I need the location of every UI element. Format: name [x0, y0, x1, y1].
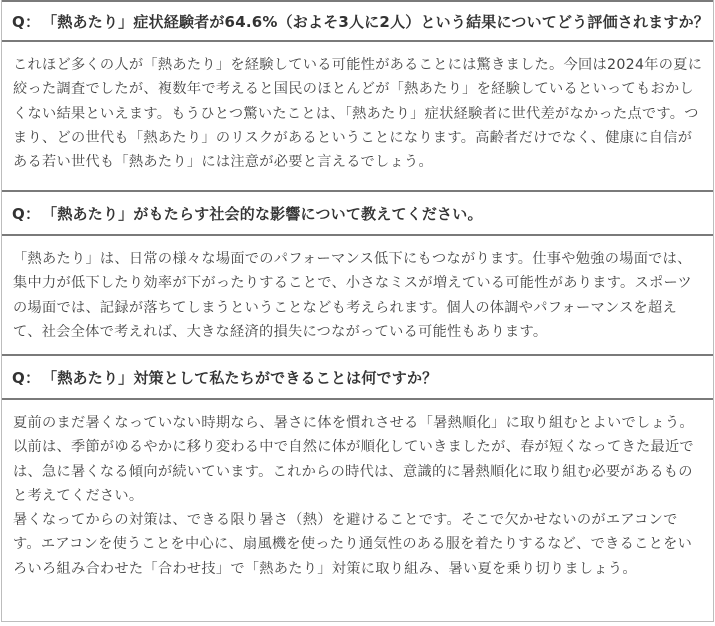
answer-block [2, 42, 713, 190]
question-prefix: Q： [12, 12, 41, 31]
answer-paragraph: これほど多くの人が「熱あたり」を経験している可能性があることには驚きました。今回は2024年の夏に絞った調査でしたが、複数年で考えると国民のほとんどが「熱あたり」を経験しているといってもおかしくない結果といえます。もうひとつ驚いたことは、「熱あたり」症状経験者に世代差がなかった点です。つまり、どの世代も「熱あたり」のリスクがあるということになります。高齢者だけでなく、健康に自信がある若い世代も「熱あたり」には注意が必要と言えるでしょう。 [13, 57, 703, 171]
question-text: 「熱あたり」対策として私たちができることは何ですか？ [42, 368, 438, 387]
answer-paragraph: 「熱あたり」は、日常の様々な場面でのパフォーマンス低下にもつながります。仕事や勉強の場面では、集中力が低下したり効率が下がったりすることで、小さなミスが増えている可能性があります。スポーツの場面では、記録が落ちてしまうということなども考えられます。個人の体調やパフォーマンスを超えて、社会全体で考えれば、大きな経済的損失につながっている可能性もあります。 [13, 251, 692, 340]
question-text: 「熱あたり」がもたらす社会的な影響について教えてください。 [42, 204, 483, 223]
answer-block [2, 400, 713, 622]
question-heading [2, 354, 713, 400]
answer-paragraph: 暑くなってからの対策は、できる限り暑さ（熱）を避けることです。そこで欠かせないのがエアコンです。エアコンを使うことを中心に、扇風機を使ったり通気性のある服を着たりするなど、できることをいろいろ組み合わせた「合わせ技」で「熱あたり」対策に取り組み、暑い夏を乗り切りましょう。 [13, 512, 693, 577]
question-heading [2, 0, 713, 42]
qa-list [1, 0, 714, 622]
question-prefix: Q： [12, 368, 41, 387]
answer-block [2, 236, 713, 354]
question-prefix: Q： [12, 204, 41, 223]
question-text: 「熱あたり」症状経験者が64.6%（およそ3人に2人）という結果についてどう評価されますか？ [42, 12, 709, 31]
answer-paragraph: 夏前のまだ暑くなっていない時期なら、暑さに体を慣れさせる「暑熱順化」に取り組むとよいでしょう。以前は、季節がゆるやかに移り変わる中で自然に体が順化していきましたが、春が短くなってきた最近では、急に暑くなる傾向が続いています。これからの時代は、意識的に暑熱順化に取り組む必要があるものと考えてください。 [13, 415, 694, 504]
question-heading [2, 190, 713, 236]
